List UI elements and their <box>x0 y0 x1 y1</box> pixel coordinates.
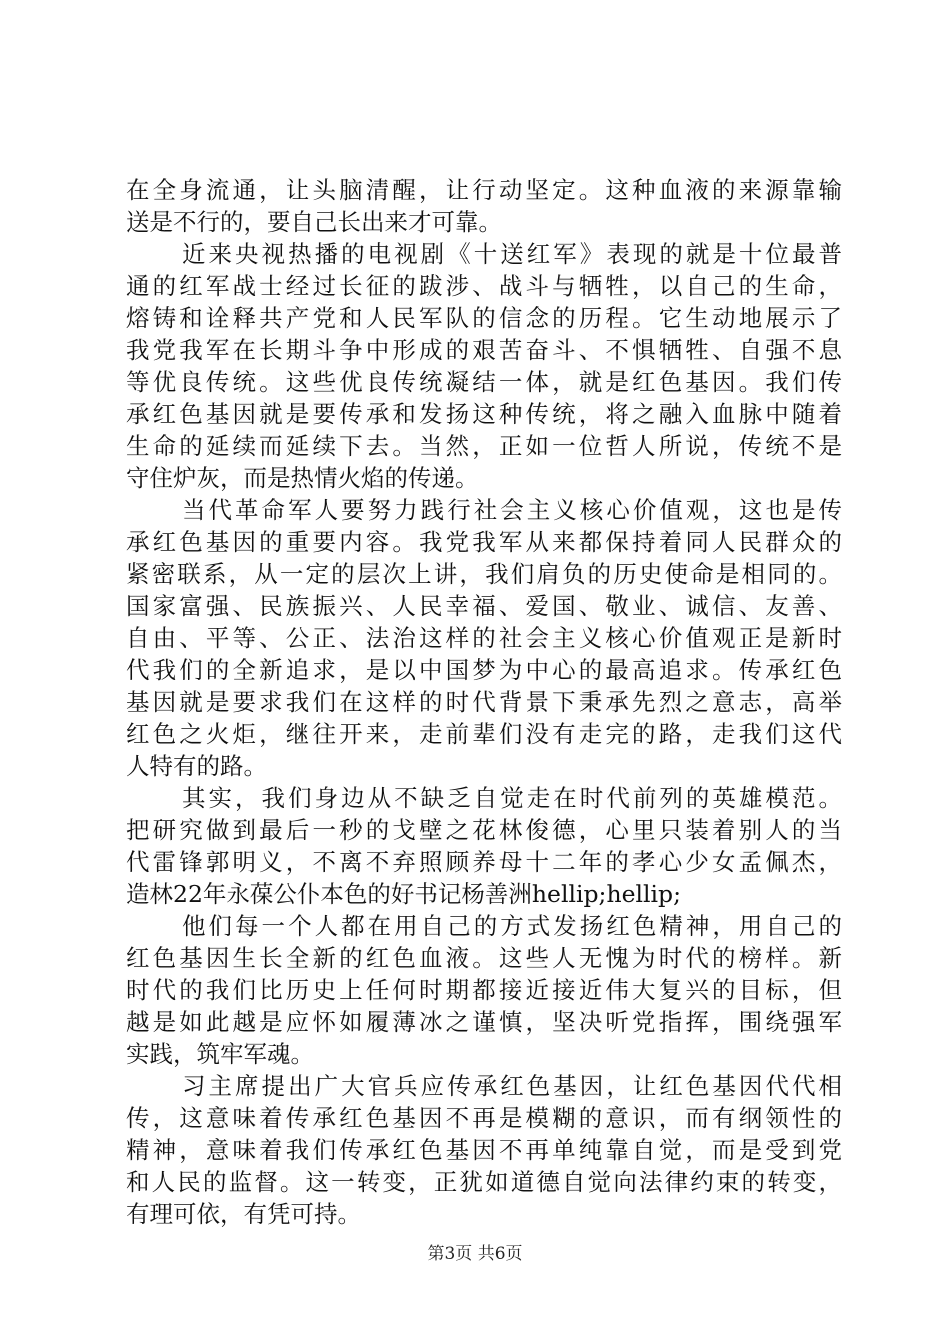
text-line: 等优良传统。这些优良传统凝结一体，就是红色基因。我们传 <box>126 368 842 396</box>
text-line: 国家富强、民族振兴、人民幸福、爱国、敬业、诚信、友善、 <box>126 592 842 620</box>
paragraph-first-line: 他们每一个人都在用自己的方式发扬红色精神，用自己的 <box>182 912 842 940</box>
text-line: 时代的我们比历史上任何时期都接近接近伟大复兴的目标，但 <box>126 976 842 1004</box>
text-line: 紧密联系，从一定的层次上讲，我们肩负的历史使命是相同的。 <box>126 560 842 588</box>
text-line: 代我们的全新追求，是以中国梦为中心的最高追求。传承红色 <box>126 656 842 684</box>
paragraph-first-line: 当代革命军人要努力践行社会主义核心价值观，这也是传 <box>182 496 842 524</box>
text-line: 把研究做到最后一秒的戈壁之花林俊德，心里只装着别人的当 <box>126 816 842 844</box>
text-line: 基因就是要求我们在这样的时代背景下秉承先烈之意志，高举 <box>126 688 842 716</box>
text-line: 红色之火炬，继往开来，走前辈们没有走完的路，走我们这代 <box>126 720 842 748</box>
text-line: 在全身流通，让头脑清醒，让行动坚定。这种血液的来源靠输 <box>126 176 842 204</box>
text-line: 代雷锋郭明义，不离不弃照顾养母十二年的孝心少女孟佩杰， <box>126 848 842 876</box>
document-body <box>126 174 842 1230</box>
text-line: 人特有的路。 <box>126 752 267 780</box>
text-line: 有理可依，有凭可持。 <box>126 1200 361 1228</box>
text-line: 越是如此越是应怀如履薄冰之谨慎，坚决听党指挥，围绕强军 <box>126 1008 842 1036</box>
page-number-footer: 第3页 共6页 <box>427 1244 523 1264</box>
text-line: 熔铸和诠释共产党和人民军队的信念的历程。它生动地展示了 <box>126 304 842 332</box>
text-line: 实践，筑牢军魂。 <box>126 1040 314 1068</box>
text-line: 生命的延续而延续下去。当然，正如一位哲人所说，传统不是 <box>126 432 842 460</box>
text-line: 精神，意味着我们传承红色基因不再单纯靠自觉，而是受到党 <box>126 1136 842 1164</box>
text-line: 我党我军在长期斗争中形成的艰苦奋斗、不惧牺牲、自强不息 <box>126 336 842 364</box>
paragraph-first-line: 其实，我们身边从不缺乏自觉走在时代前列的英雄模范。 <box>182 784 842 812</box>
text-line: 守住炉灰，而是热情火焰的传递。 <box>126 464 479 492</box>
text-line: 和人民的监督。这一转变，正犹如道德自觉向法律约束的转变， <box>126 1168 842 1196</box>
text-line: 传，这意味着传承红色基因不再是模糊的意识，而有纲领性的 <box>126 1104 842 1132</box>
paragraph-first-line: 近来央视热播的电视剧《十送红军》表现的就是十位最普 <box>182 240 842 268</box>
text-line: 造林22年永葆公仆本色的好书记杨善洲hellip;hellip; <box>126 880 682 908</box>
text-line: 承红色基因就是要传承和发扬这种传统，将之融入血脉中随着 <box>126 400 842 428</box>
text-line: 送是不行的，要自己长出来才可靠。 <box>126 208 502 236</box>
paragraph-first-line: 习主席提出广大官兵应传承红色基因，让红色基因代代相 <box>182 1072 842 1100</box>
text-line: 承红色基因的重要内容。我党我军从来都保持着同人民群众的 <box>126 528 842 556</box>
text-line: 自由、平等、公正、法治这样的社会主义核心价值观正是新时 <box>126 624 842 652</box>
text-line: 通的红军战士经过长征的跋涉、战斗与牺牲，以自己的生命， <box>126 272 842 300</box>
text-line: 红色基因生长全新的红色血液。这些人无愧为时代的榜样。新 <box>126 944 842 972</box>
